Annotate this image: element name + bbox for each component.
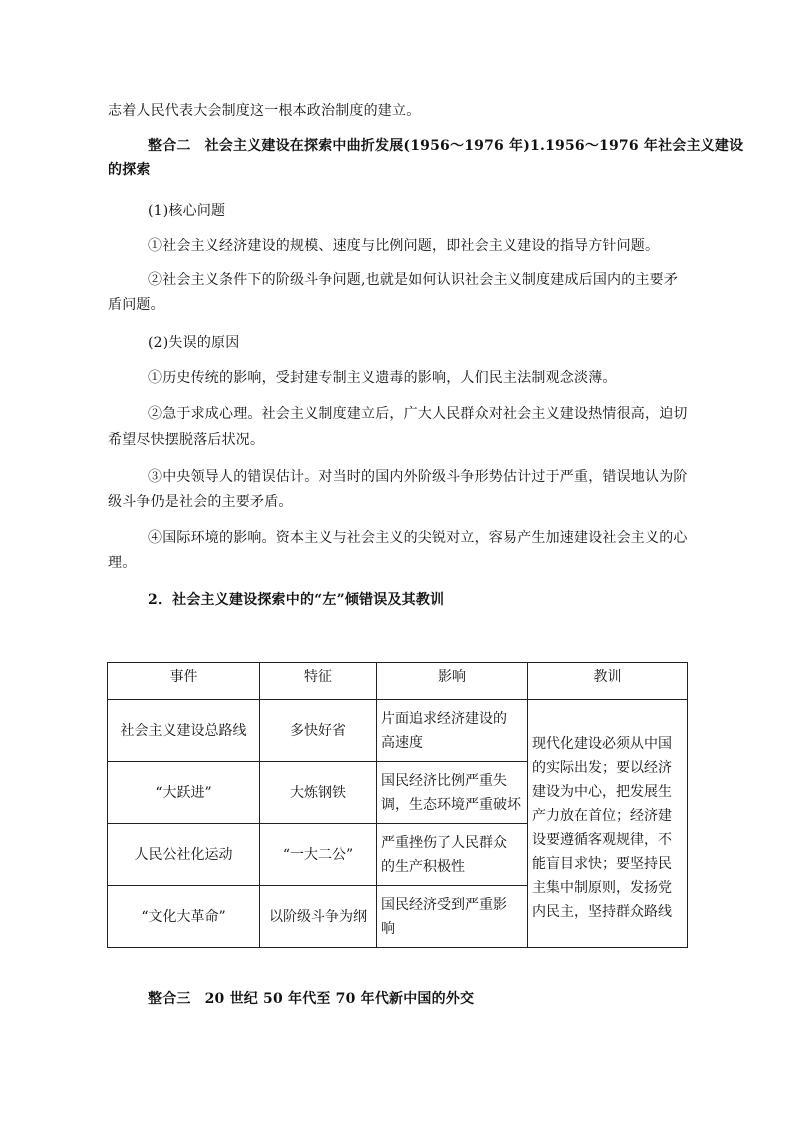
text-line: ①社会主义经济建设的规模、速度与比例问题，即社会主义建设的指导方针问题。 — [148, 238, 660, 254]
section-heading — [148, 138, 743, 154]
subheading: (1)核心问题 — [148, 203, 226, 219]
section-title: 社会主义建设在探索中曲折发展(1956～1976 年)1.1956～1976 年社会主义建设 — [204, 138, 744, 154]
section-heading — [148, 991, 474, 1007]
section-label: 整合二 — [148, 138, 191, 154]
table-caption: 2．社会主义建设探索中的“左”倾错误及其教训 — [148, 592, 445, 608]
text-line: 希望尽快摆脱落后状况。 — [108, 432, 265, 448]
header-cell: 影响 — [377, 663, 528, 700]
text-line: ④国际环境的影响。资本主义与社会主义的尖锐对立，容易产生加速建设社会主义的心 — [148, 530, 688, 546]
table-row — [108, 700, 688, 762]
header-cell: 教训 — [528, 663, 688, 700]
header-cell: 特征 — [260, 663, 377, 700]
event-cell: “大跃进” — [108, 762, 260, 824]
lessons-table — [107, 662, 688, 948]
lesson-cell: 现代化建设必须从中国 的实际出发；要以经济 建设为中心，把发展生 产力放在首位；经济建 设要遵循客观规律，不 能盲目求快；要坚持民 主集中制原则，发扬党 内民主，坚持群众路线 — [528, 700, 688, 948]
text-line: ②社会主义条件下的阶级斗争问题,也就是如何认识社会主义制度建成后国内的主要矛 — [148, 272, 679, 288]
impact-cell: 严重挫伤了人民群众 的生产积极性 — [377, 824, 528, 886]
feature-cell: 多快好省 — [260, 700, 377, 762]
feature-cell: 以阶级斗争为纲 — [260, 886, 377, 948]
feature-cell: 大炼钢铁 — [260, 762, 377, 824]
text-line: ③中央领导人的错误估计。对当时的国内外阶级斗争形势估计过于严重，错误地认为阶 — [148, 469, 688, 485]
text-line: 盾问题。 — [108, 297, 165, 313]
impact-cell: 国民经济受到严重影 响 — [377, 886, 528, 948]
text-line: ①历史传统的影响，受封建专制主义遗毒的影响，人们民主法制观念淡薄。 — [148, 370, 617, 386]
event-cell: 社会主义建设总路线 — [108, 700, 260, 762]
event-cell: 人民公社化运动 — [108, 824, 260, 886]
text-line: 志着人民代表大会制度这一根本政治制度的建立。 — [108, 103, 421, 119]
section-title: 20 世纪 50 年代至 70 年代新中国的外交 — [204, 991, 475, 1007]
text-line: 理。 — [108, 555, 137, 571]
event-cell: “文化大革命” — [108, 886, 260, 948]
section-label: 整合三 — [148, 991, 191, 1007]
section-title-continued: 的探索 — [108, 162, 151, 178]
table-header-row — [108, 663, 688, 700]
text-line: 级斗争仍是社会的主要矛盾。 — [108, 494, 293, 510]
feature-cell: “一大二公” — [260, 824, 377, 886]
subheading: (2)失误的原因 — [148, 335, 240, 351]
impact-cell: 片面追求经济建设的 高速度 — [377, 700, 528, 762]
header-cell: 事件 — [108, 663, 260, 700]
text-line: ②急于求成心理。社会主义制度建立后，广大人民群众对社会主义建设热情很高，迫切 — [148, 406, 688, 422]
impact-cell: 国民经济比例严重失 调，生态环境严重破坏 — [377, 762, 528, 824]
